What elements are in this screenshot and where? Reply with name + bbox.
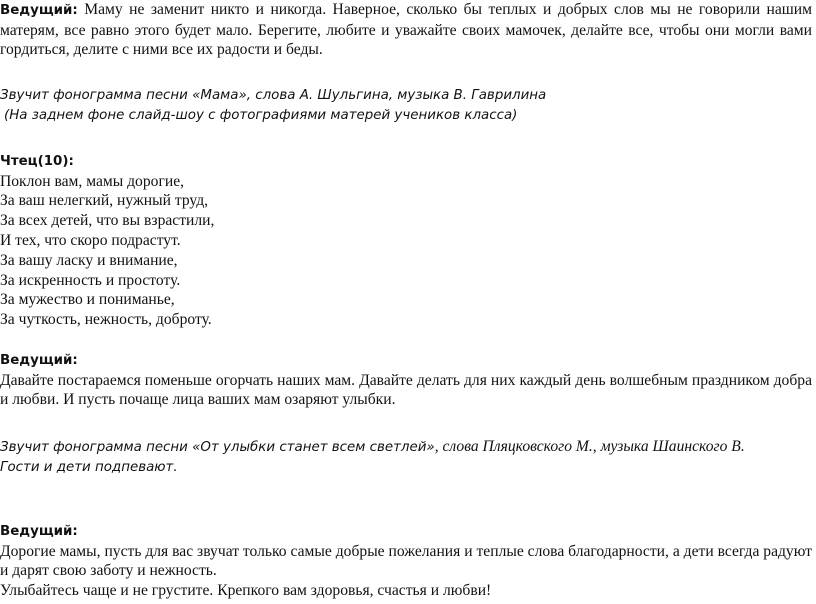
- paragraph-text: Улыбайтесь чаще и не грустите. Крепкого вам здоровья, счастья и любви!: [0, 581, 492, 599]
- stage-direction-text: [0, 437, 812, 458]
- poem-line: За мужество и пониманье,: [0, 291, 175, 309]
- stage-direction-credits: , слова Пляцковского М., музыка Шаинского В.: [434, 438, 745, 455]
- stage-direction-song: Звучит фонограмма песни «От улыбки станет всем светлей»: [0, 440, 435, 455]
- speaker-label: Ведущий:: [0, 3, 78, 18]
- poem-line: За всех детей, что вы взрастили,: [0, 212, 215, 230]
- stage-direction-line: (На заднем фоне слайд-шоу с фотографиями матерей учеников класса): [4, 107, 518, 123]
- speaker-label: Ведущий:: [0, 353, 78, 368]
- host-paragraph-3: [0, 522, 812, 600]
- stage-direction-2: [0, 437, 812, 477]
- poem-line: И тех, что скоро подрастут.: [0, 231, 181, 249]
- host-paragraph-1: [0, 0, 812, 60]
- paragraph-text: Давайте постараемся поменьше огорчать наших мам. Давайте делать для них каждый день волшебным праздником добра и любви. И пусть почаще лица ваших мам озаряют улыбки.: [0, 371, 812, 409]
- stage-direction-line: Гости и дети подпевают.: [0, 459, 178, 475]
- paragraph-text: Маму не заменит никто и никогда. Наверное, сколько бы теплых и добрых слов мы не говорили нашим матерям, все равно этого будет мало. Берегите, любите и уважайте своих мамочек, делайте все, чтобы они могли вами гордиться, делите с ними все их радости и беды.: [0, 1, 812, 59]
- poem: [0, 172, 812, 330]
- paragraph-text: Дорогие мамы, пусть для вас звучат только самые добрые пожелания и теплые слова благодарности, а дети всегда радуют и дарят свою заботу и нежность.: [0, 542, 812, 580]
- speaker-label: Чтец(10):: [0, 154, 74, 169]
- host-paragraph-2: [0, 351, 812, 410]
- poem-line: За чуткость, нежность, доброту.: [0, 311, 212, 329]
- stage-direction-1: [0, 86, 812, 125]
- speaker-label: Ведущий:: [0, 524, 78, 539]
- poem-line: За искренность и простоту.: [0, 271, 181, 289]
- poem-line: За вашу ласку и внимание,: [0, 251, 178, 269]
- poem-line: За ваш нелегкий, нужный труд,: [0, 192, 209, 210]
- stage-direction-line: Звучит фонограмма песни «Мама», слова А. Шульгина, музыка В. Гаврилина: [0, 88, 547, 103]
- reader-section: [0, 152, 812, 330]
- poem-line: Поклон вам, мамы дорогие,: [0, 172, 185, 190]
